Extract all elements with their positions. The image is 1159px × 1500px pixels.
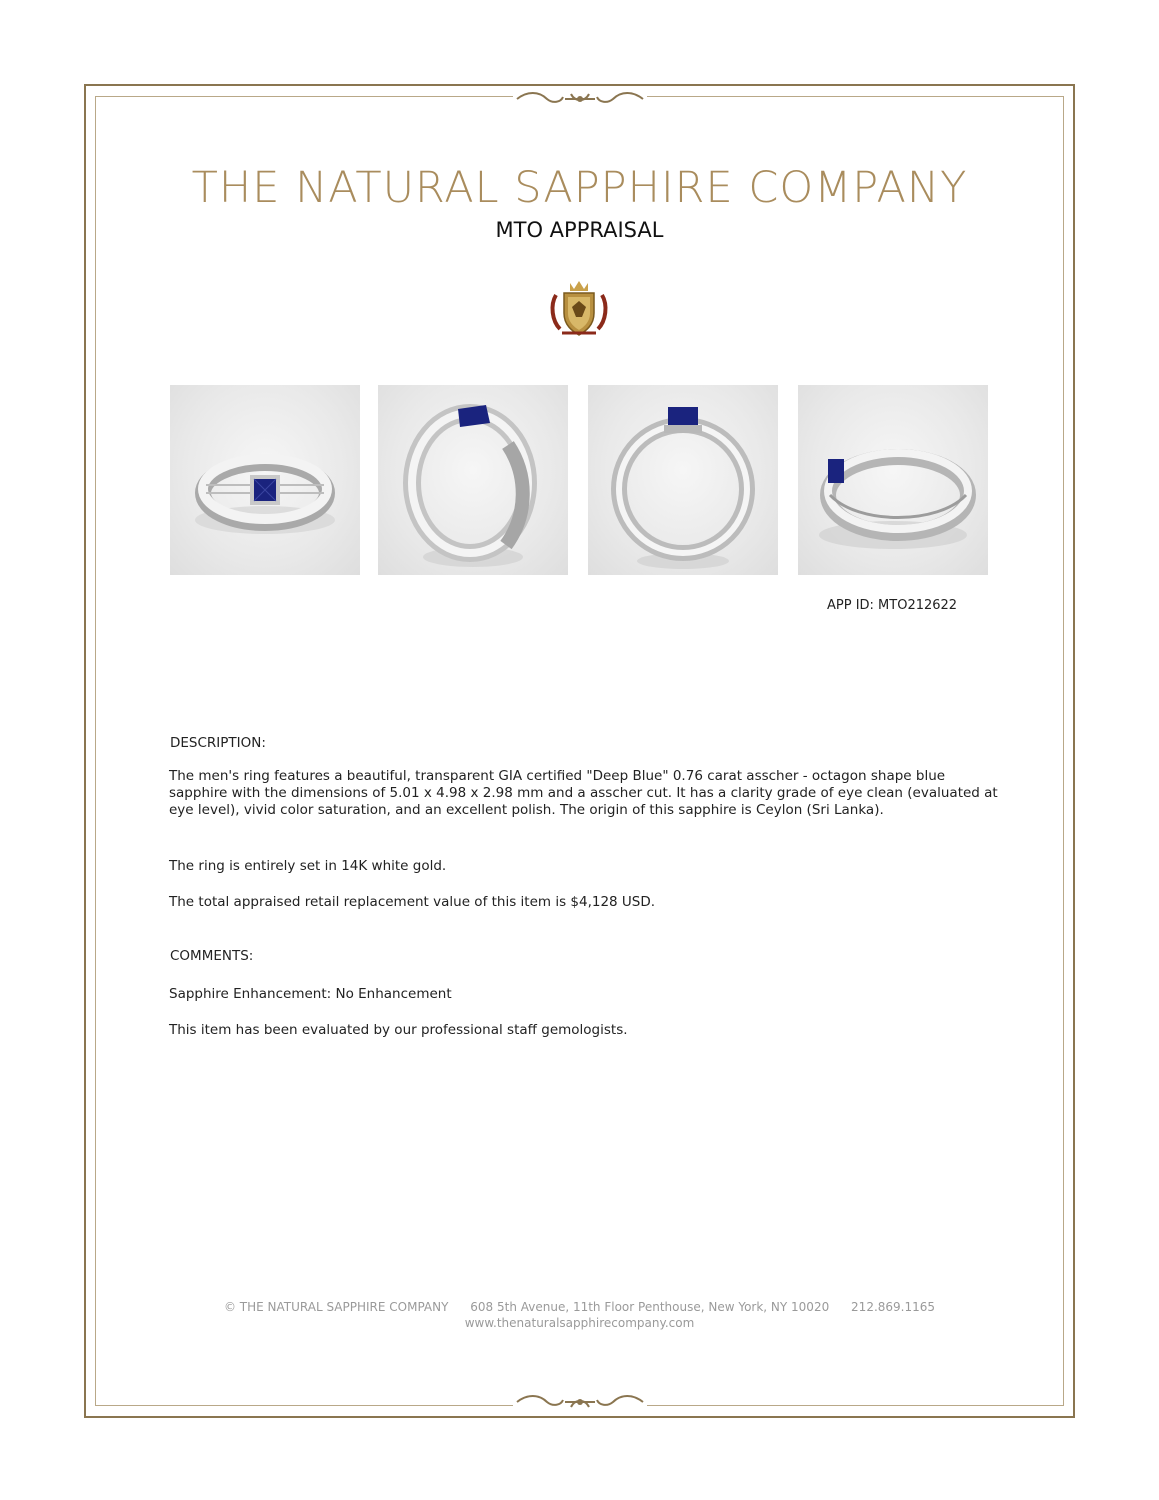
comments-heading: COMMENTS: bbox=[170, 948, 254, 964]
appraisal-id: APP ID: MTO212622 bbox=[827, 598, 958, 613]
bottom-ornament-icon bbox=[513, 1391, 647, 1413]
comments-paragraph: This item has been evaluated by our professional staff gemologists. bbox=[169, 1022, 628, 1038]
description-paragraph: The men's ring features a beautiful, transparent GIA certified "Deep Blue" 0.76 carat asscher - octagon shape blue sapphire with the dimensions of 5.01 x 4.98 x 2.98 mm and a asscher cut. It has a clarity grade of eye clean (evaluated at eye level), vivid color saturation, and an excellent polish. The origin of this sapphire is Ceylon (Sri Lanka). bbox=[169, 768, 998, 818]
footer-copyright: © THE NATURAL SAPPHIRE COMPANY bbox=[223, 1300, 449, 1314]
top-ornament-icon bbox=[513, 88, 647, 110]
crest-logo-icon bbox=[548, 277, 610, 339]
company-name: THE NATURAL SAPPHIRE COMPANY bbox=[191, 163, 968, 213]
footer-contact-line bbox=[0, 1300, 1159, 1314]
ring-photo-gallery bbox=[170, 385, 989, 575]
description-heading: DESCRIPTION: bbox=[170, 735, 266, 751]
ring-photo bbox=[588, 385, 778, 575]
comments-paragraph: Sapphire Enhancement: No Enhancement bbox=[169, 986, 452, 1002]
ring-photo bbox=[798, 385, 988, 575]
ring-photo bbox=[378, 385, 568, 575]
description-paragraph: The ring is entirely set in 14K white gold. bbox=[169, 858, 447, 874]
document-title: MTO APPRAISAL bbox=[495, 218, 664, 242]
footer-website[interactable]: www.thenaturalsapphirecompany.com bbox=[464, 1316, 695, 1330]
footer-address: 608 5th Avenue, 11th Floor Penthouse, New York, NY 10020 bbox=[470, 1300, 830, 1314]
description-paragraph: The total appraised retail replacement value of this item is $4,128 USD. bbox=[169, 894, 656, 910]
ring-photo bbox=[170, 385, 360, 575]
footer-phone: 212.869.1165 bbox=[851, 1300, 936, 1314]
